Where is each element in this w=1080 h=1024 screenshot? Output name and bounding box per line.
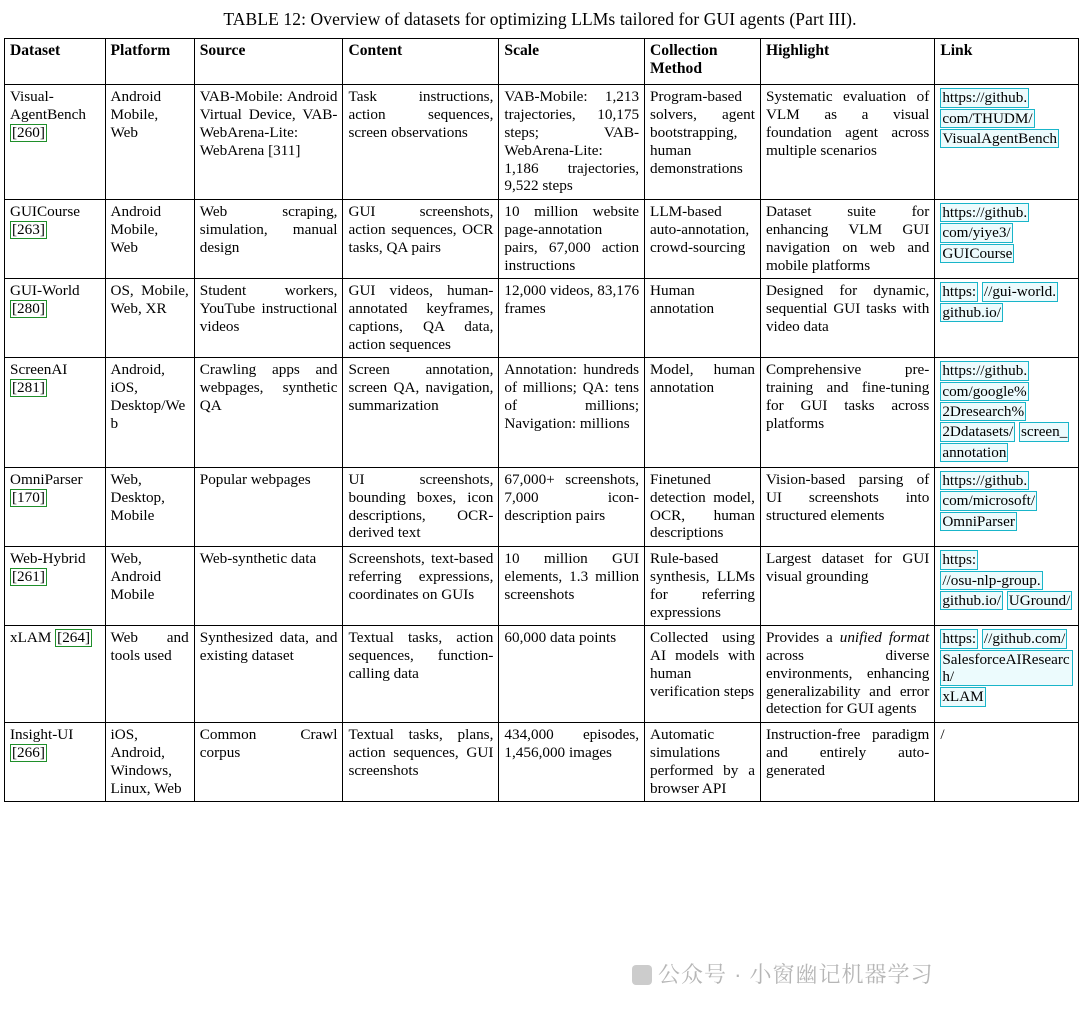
cell-source: Crawling apps and webpages, synthetic QA <box>194 358 343 468</box>
link-line[interactable]: UGround/ <box>1008 591 1071 609</box>
citation-ref[interactable]: [263] <box>12 220 45 238</box>
cell-highlight: Dataset suite for enhancing VLM GUI navigation on web and mobile platforms <box>760 200 934 279</box>
cell-platform: Android Mobile, Web <box>105 85 194 200</box>
citation-ref[interactable]: [261] <box>12 567 45 585</box>
cell-scale: VAB-Mobile: 1,213 trajectories, 10,175 steps; VAB-WebArena-Lite: 1,186 trajectories, 9,522 steps <box>499 85 645 200</box>
cell-method: Model, human annotation <box>645 358 761 468</box>
cell-dataset <box>5 468 106 547</box>
dataset-name: Insight-UI <box>10 726 74 744</box>
link-line[interactable]: SalesforceAIResearch/ <box>940 650 1073 687</box>
cell-platform: iOS, Android, Windows, Linux, Web <box>105 723 194 802</box>
table-row <box>5 468 1079 547</box>
cell-platform: Android Mobile, Web <box>105 200 194 279</box>
cell-method: Human annotation <box>645 279 761 358</box>
citation-ref[interactable]: [264] <box>57 629 91 647</box>
cell-scale: 67,000+ screenshots, 7,000 icon-description pairs <box>499 468 645 547</box>
table-row <box>5 626 1079 723</box>
cell-source: Common Crawl corpus <box>194 723 343 802</box>
cell-content: GUI videos, human-annotated keyframes, captions, QA data, action sequences <box>343 279 499 358</box>
cell-method: Program-based solvers, agent bootstrapping, human demonstrations <box>645 85 761 200</box>
cell-link[interactable] <box>935 279 1079 358</box>
link-line[interactable]: //osu-nlp-group. <box>942 571 1041 589</box>
highlight-emphasis: unified format <box>839 629 930 647</box>
cell-highlight: Largest dataset for GUI visual grounding <box>760 547 934 626</box>
column-header-source: Source <box>194 39 343 85</box>
link-line[interactable]: annotation <box>942 443 1007 461</box>
dataset-name: Visual-AgentBench <box>10 88 86 124</box>
link-line[interactable]: https: <box>942 630 977 648</box>
cell-method: Automatic simulations performed by a browser API <box>645 723 761 802</box>
cell-highlight: Comprehensive pre-training and fine-tuning for GUI tasks across platforms <box>760 358 934 468</box>
dataset-name: Web-Hybrid <box>10 550 86 568</box>
table-row <box>5 547 1079 626</box>
link-line[interactable]: https://github. <box>942 204 1028 222</box>
column-header-scale: Scale <box>499 39 645 85</box>
table-row <box>5 358 1079 468</box>
column-header-content: Content <box>343 39 499 85</box>
link-line[interactable]: https://github. <box>942 472 1028 490</box>
link-line[interactable]: //gui-world. <box>983 283 1057 301</box>
dataset-name: GUI-World <box>10 282 80 300</box>
cell-content: Task instructions, action sequences, screen observations <box>343 85 499 200</box>
cell-method: Rule-based synthesis, LLMs for referring expressions <box>645 547 761 626</box>
datasets-table <box>4 38 1079 802</box>
cell-source: Synthesized data, and existing dataset <box>194 626 343 723</box>
link-line[interactable]: github.io/ <box>942 591 1001 609</box>
link-line[interactable]: 2Dresearch% <box>942 403 1025 421</box>
column-header-platform: Platform <box>105 39 194 85</box>
cell-link[interactable] <box>935 200 1079 279</box>
link-line[interactable]: https://github. <box>942 89 1028 107</box>
link-line[interactable]: 2Ddatasets/ <box>942 423 1014 441</box>
cell-source: Student workers, YouTube instructional videos <box>194 279 343 358</box>
cell-source: Web scraping, simulation, manual design <box>194 200 343 279</box>
link-line[interactable]: https://github. <box>942 362 1028 380</box>
cell-platform: Web, Desktop, Mobile <box>105 468 194 547</box>
cell-content: Textual tasks, action sequences, function-calling data <box>343 626 499 723</box>
cell-platform: Android, iOS, Desktop/Web <box>105 358 194 468</box>
cell-scale: Annotation: hundreds of millions; QA: tens of millions; Navigation: millions <box>499 358 645 468</box>
cell-platform: Web and tools used <box>105 626 194 723</box>
column-header-link: Link <box>935 39 1079 85</box>
dataset-name: GUICourse <box>10 203 81 221</box>
cell-dataset <box>5 358 106 468</box>
cell-dataset <box>5 626 106 723</box>
highlight-pre: Provides a <box>765 629 840 647</box>
citation-ref[interactable]: [260] <box>12 124 45 142</box>
cell-link[interactable] <box>935 85 1079 200</box>
link-line[interactable]: VisualAgentBench <box>942 130 1057 148</box>
cell-dataset <box>5 547 106 626</box>
citation-ref[interactable]: [281] <box>12 379 45 397</box>
link-line[interactable]: com/yiye3/ <box>942 224 1011 242</box>
watermark-logo-icon <box>632 965 652 985</box>
cell-platform: OS, Mobile, Web, XR <box>105 279 194 358</box>
link-line[interactable]: github.io/ <box>942 303 1001 321</box>
watermark-text: 公众号 · 小窗幽记机器学习 <box>658 962 934 987</box>
cell-method: Collected using AI models with human verification steps <box>645 626 761 723</box>
cell-method: Finetuned detection model, OCR, human descriptions <box>645 468 761 547</box>
table-row <box>5 279 1079 358</box>
column-header-dataset: Dataset <box>5 39 106 85</box>
cell-link[interactable] <box>935 547 1079 626</box>
cell-source: Popular webpages <box>194 468 343 547</box>
cell-platform: Web, Android Mobile <box>105 547 194 626</box>
cell-highlight: Vision-based parsing of UI screenshots into structured elements <box>760 468 934 547</box>
link-line[interactable]: GUICourse <box>942 244 1013 262</box>
link-line[interactable]: OmniParser <box>942 512 1015 530</box>
table-header-row <box>5 39 1079 85</box>
column-header-collection-method: Collection Method <box>645 39 761 85</box>
highlight-post: across diverse environments, enhancing generalizability and error detection for GUI agents <box>765 647 930 718</box>
link-line[interactable]: https: <box>942 551 977 569</box>
cell-content: Screen annotation, screen QA, navigation, summarization <box>343 358 499 468</box>
cell-dataset <box>5 85 106 200</box>
dataset-name: ScreenAI <box>10 361 68 379</box>
link-line[interactable]: //github.com/ <box>983 630 1066 648</box>
cell-link[interactable] <box>935 468 1079 547</box>
cell-content: UI screenshots, bounding boxes, icon descriptions, OCR-derived text <box>343 468 499 547</box>
cell-highlight: Designed for dynamic, sequential GUI tasks with video data <box>760 279 934 358</box>
cell-source <box>194 85 343 200</box>
cell-scale: 60,000 data points <box>499 626 645 723</box>
cell-highlight: Systematic evaluation of VLM as a visual foundation agent across multiple scenarios <box>760 85 934 200</box>
cell-highlight: Instruction-free paradigm and entirely auto-generated <box>760 723 934 802</box>
link-line[interactable]: screen_ <box>1020 423 1068 441</box>
cell-scale: 434,000 episodes, 1,456,000 images <box>499 723 645 802</box>
cell-link: / <box>935 723 1079 802</box>
table-caption: TABLE 12: Overview of datasets for optimizing LLMs tailored for GUI agents (Part III). <box>223 9 857 29</box>
column-header-highlight: Highlight <box>760 39 934 85</box>
citation-ref[interactable]: [280] <box>12 300 45 318</box>
cell-dataset <box>5 200 106 279</box>
cell-method: LLM-based auto-annotation, crowd-sourcing <box>645 200 761 279</box>
cell-scale: 12,000 videos, 83,176 frames <box>499 279 645 358</box>
dataset-name: OmniParser <box>10 471 83 489</box>
link-line[interactable]: com/microsoft/ <box>942 492 1036 510</box>
cell-source: Web-synthetic data <box>194 547 343 626</box>
table-row <box>5 723 1079 802</box>
citation-ref[interactable]: [170] <box>12 488 45 506</box>
cell-dataset <box>5 279 106 358</box>
dataset-name: xLAM <box>10 629 52 647</box>
cell-link[interactable] <box>935 626 1079 723</box>
table-row <box>5 200 1079 279</box>
cell-dataset <box>5 723 106 802</box>
cell-content: GUI screenshots, action sequences, OCR tasks, QA pairs <box>343 200 499 279</box>
link-line[interactable]: https: <box>942 283 977 301</box>
source-text: VAB-Mobile: Android Virtual Device, VAB-WebArena-Lite: WebArena [311] <box>199 88 338 159</box>
cell-content: Screenshots, text-based referring expressions, coordinates on GUIs <box>343 547 499 626</box>
cell-link[interactable] <box>935 358 1079 468</box>
link-line[interactable]: com/THUDM/ <box>942 109 1033 127</box>
cell-scale: 10 million GUI elements, 1.3 million screenshots <box>499 547 645 626</box>
watermark <box>632 958 934 989</box>
cell-scale: 10 million website page-annotation pairs, 67,000 action instructions <box>499 200 645 279</box>
cell-content: Textual tasks, plans, action sequences, GUI screenshots <box>343 723 499 802</box>
table-row <box>5 85 1079 200</box>
link-line[interactable]: com/google% <box>942 382 1027 400</box>
link-line[interactable]: xLAM <box>942 688 984 706</box>
cell-highlight <box>760 626 934 723</box>
citation-ref[interactable]: [266] <box>12 743 45 761</box>
